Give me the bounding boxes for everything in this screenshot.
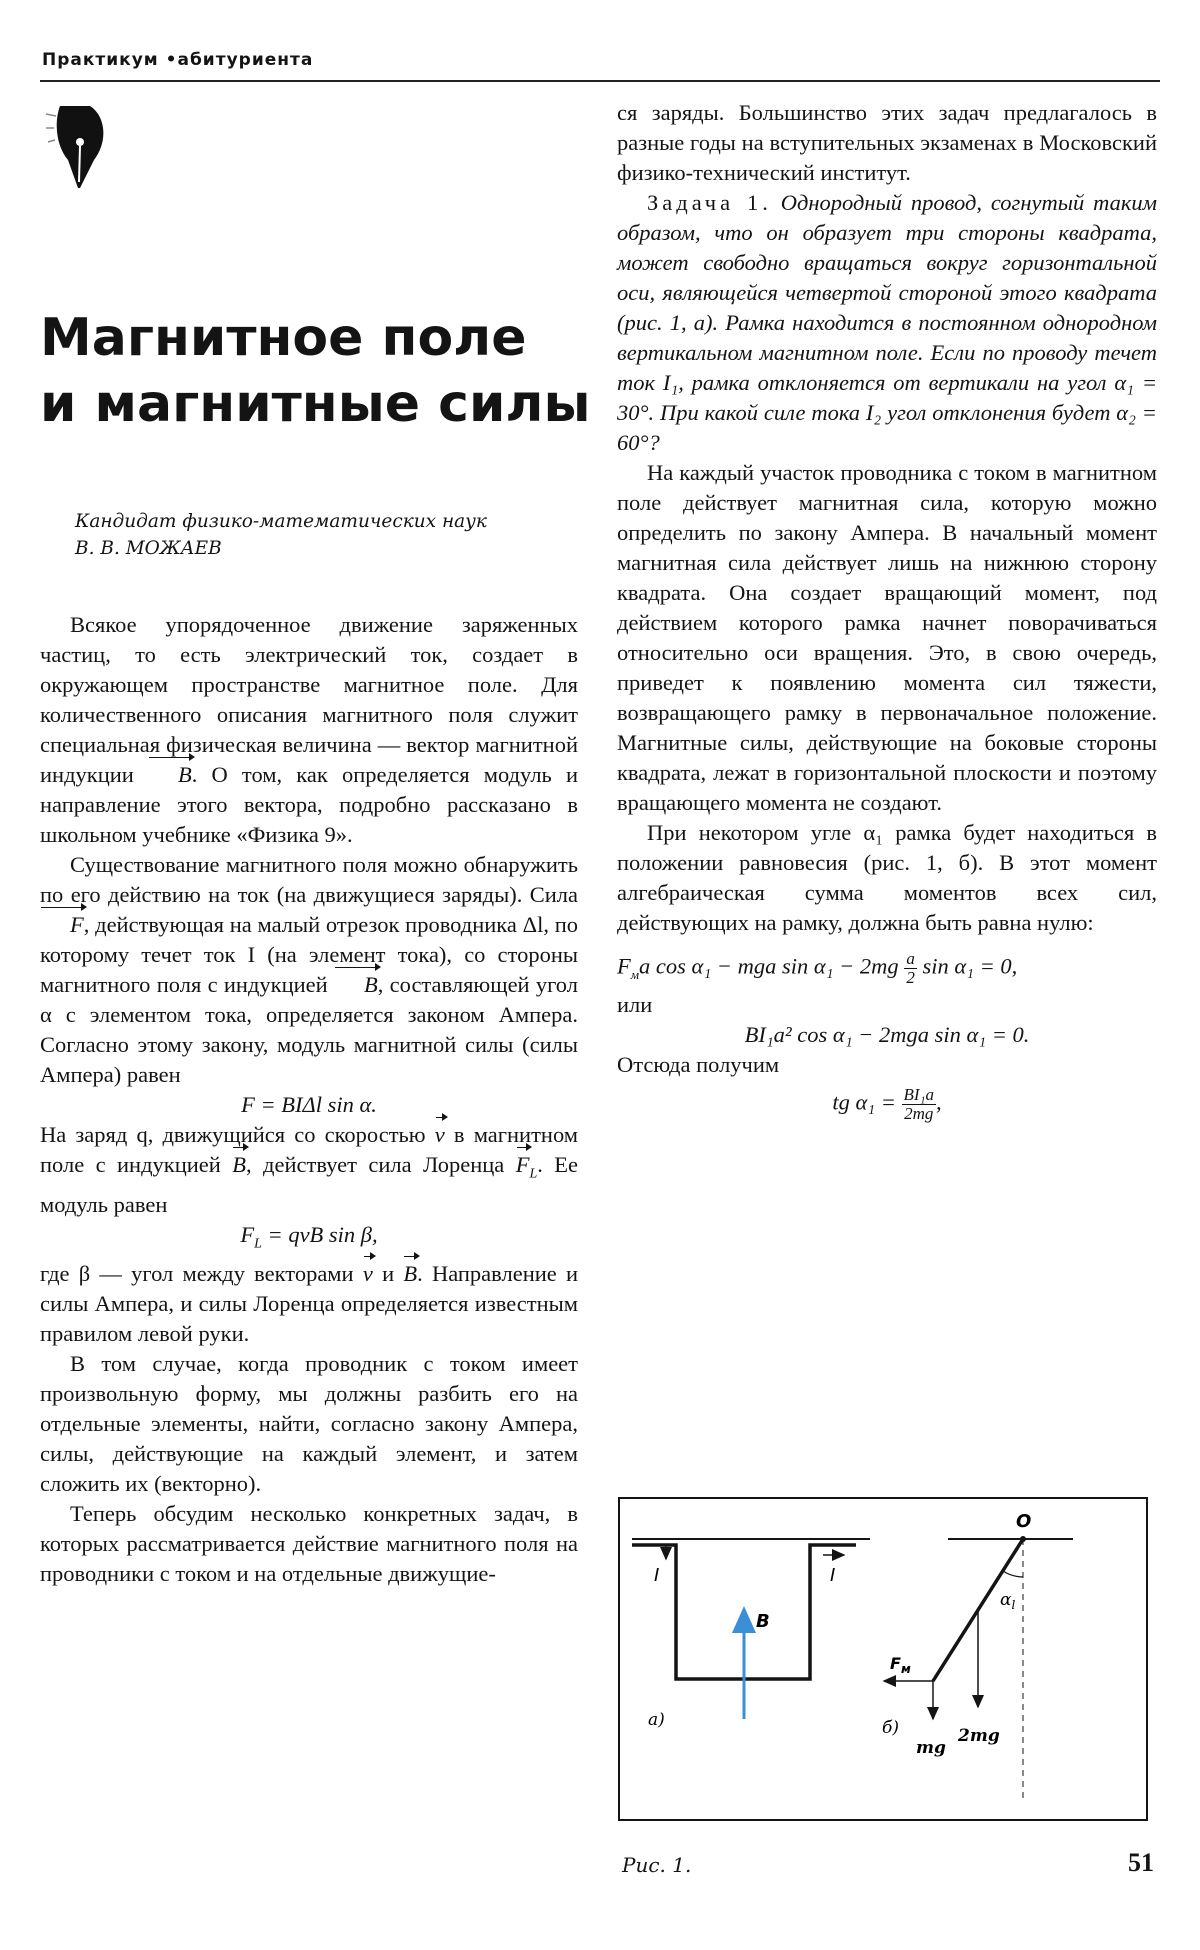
equation-tangent: tg α₁ = $\frac{\text{BI₁a}}{2mg}$ , bbox=[832, 1085, 942, 1124]
hence-text: Отсюда получим bbox=[617, 1052, 780, 1078]
formula-lorentz: $F_L$ = qvB sin β, bbox=[240, 1221, 378, 1251]
vector-b: B bbox=[403, 1259, 417, 1289]
page-number: 51 bbox=[1128, 1848, 1154, 1877]
paragraph: Всякое упорядоченное движение заряженных частиц, то есть электрический ток, создает в окружающем пространстве магнитное поле. Для количественного описания магнитного поля служит специальная физическая величина — вектор магнитной индукции B. О том, как определяется модуль и направление этого вектора, подробно рассказано в школьном учебнике «Физика 9». bbox=[40, 612, 579, 847]
author-degree: Кандидат физико-математических наук bbox=[75, 511, 487, 532]
paragraph: Существование магнитного поля можно обнаружить по его действию на ток (на движущиеся заряды). Сила F, действующая на малый отрезок проводника Δl, по которому течет ток I (на элемент тока), со стороны магнитного поля с индукцией B, составляющей угол α с элементом тока, определяется законом Ампера. Согласно этому закону, модуль магнитной силы (силы Ампера) равен bbox=[40, 852, 578, 1087]
paragraph: Теперь обсудим несколько конкретных задач, в которых рассматривается действие магнитного поля на проводники с током и на отдельные движущие- bbox=[40, 1501, 578, 1586]
pen-nib-icon bbox=[46, 102, 116, 192]
title-line-1: Магнитное поле bbox=[40, 308, 527, 368]
figure-1 bbox=[618, 1497, 1148, 1821]
fraction: $\frac{\text{BI₁a}}{2mg}$ bbox=[903, 1085, 935, 1124]
label-current-left: I bbox=[654, 1565, 660, 1586]
figure-frame bbox=[619, 1498, 1147, 1820]
vector-fl: F bbox=[516, 1150, 530, 1180]
author-name: В. В. МОЖАЕВ bbox=[75, 538, 222, 559]
article-title bbox=[40, 305, 600, 437]
task-text: Однородный провод, согнутый таким образом, что он образует три стороны квадрата, может свободно вращаться вокруг горизонтальной оси, являющейся четвертой стороной этого квадрата (рис. 1, а). Рамка находится в постоянном однородном вертикальном магнитном поле. Если по проводу течет ток I₁, рамка отклоняется от вертикали на угол α₁ = 30°. При какой силе тока I₂ угол отклонения будет α₂ = 60°? bbox=[617, 190, 1157, 455]
paragraph: ся заряды. Большинство этих задач предлагалось в разные годы на вступительных экзаменах в Московский физико-технический институт. bbox=[617, 100, 1157, 185]
frame-diagram-b bbox=[884, 1536, 1073, 1801]
label-angle: $\alpha_l$ bbox=[1000, 1590, 1016, 1612]
figure-caption: Рис. 1. bbox=[622, 1853, 692, 1877]
vector-b: B bbox=[148, 760, 192, 790]
label-part-b: б) bbox=[882, 1718, 900, 1738]
equation-2: BI₁a² cos α₁ − 2mga sin α₁ = 0. bbox=[744, 1022, 1030, 1048]
title-line-2: и магнитные силы bbox=[40, 374, 591, 434]
paragraph: На каждый участок проводника с током в магнитном поле действует магнитная сила, которую можно определить по закону Ампера. В начальный момент магнитная сила действует лишь на нижнюю сторону квадрата. Она создает вращающий момент, под действием которого рамка начнет поворачиваться относительно оси вращения. Это, в свою очередь, приведет к появлению момента сил тяжести, возвращающего рамку в первоначальное положение. Магнитные силы, действующие на боковые стороны квадрата, лежат в горизонтальной плоскости и поэтому вращающего момента не создают. bbox=[617, 460, 1157, 815]
label-axis-o: O bbox=[1016, 1511, 1032, 1532]
column-left bbox=[40, 610, 578, 1589]
vector-b: B bbox=[232, 1150, 246, 1180]
label-current-right: I bbox=[830, 1565, 836, 1586]
label-2mg: 2mg bbox=[958, 1726, 1000, 1746]
formula-ampere: F = BIΔl sin α. bbox=[241, 1092, 377, 1117]
label-force-fm: $F_м$ bbox=[890, 1654, 911, 1676]
label-field-b: B bbox=[756, 1611, 770, 1632]
vector-v: v bbox=[363, 1259, 373, 1289]
task-label: Задача 1. bbox=[647, 190, 772, 215]
vector-v: v bbox=[435, 1120, 445, 1150]
vector-f: F bbox=[40, 910, 84, 940]
or-word: или bbox=[617, 992, 653, 1018]
equation-moments: $F_мa$ cos α₁ − mga sin α₁ − 2mg $\frac{a}{2}$ sin α₁ = 0, bbox=[617, 949, 1018, 987]
vector-b: B bbox=[334, 970, 378, 1000]
author-block bbox=[75, 508, 487, 562]
label-part-a: а) bbox=[648, 1710, 665, 1730]
paragraph: В том случае, когда проводник с током имеет произвольную форму, мы должны разбить его на отдельные элементы, найти, согласно закону Ампера, силы, действующие на каждый элемент, и затем сложить их (векторно). bbox=[40, 1351, 578, 1496]
column-right bbox=[617, 98, 1157, 1123]
task-1 bbox=[617, 188, 1157, 458]
fraction: $\frac{a}{2}$ bbox=[906, 949, 915, 987]
paragraph: При некотором угле α₁ рамка будет находиться в положении равновесия (рис. 1, б). В этот момент алгебраическая сумма моментов всех сил, действующих на рамку, должна быть равна нулю: bbox=[617, 820, 1157, 935]
running-title: Практикум •абитуриента bbox=[42, 50, 314, 70]
paragraph: где β — угол между векторами v и B. Направление и силы Ампера, и силы Лоренца определяется известным правилом левой руки. bbox=[40, 1261, 579, 1346]
header-rule bbox=[40, 80, 1160, 82]
paragraph: На заряд q, движущийся со скоростью v в магнитном поле с индукцией B, действует сила Лоренца $F_L$. Ее модуль равен bbox=[40, 1122, 579, 1217]
label-mg: mg bbox=[916, 1738, 946, 1758]
